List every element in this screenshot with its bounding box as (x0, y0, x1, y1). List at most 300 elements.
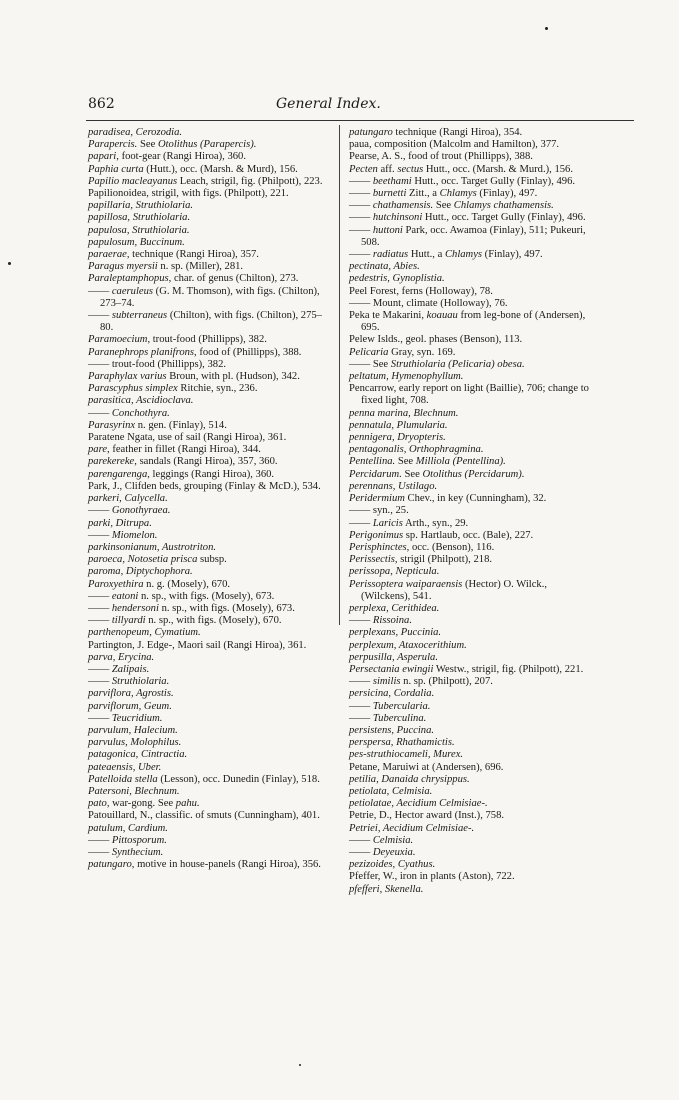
entry-text: Pearse, A. S., food of trout (Phillipps), 388. (349, 151, 533, 163)
italic-term: Milliola (Pentellina). (415, 456, 506, 468)
italic-term: Persectania ewingii (349, 663, 434, 675)
index-entry (349, 298, 594, 310)
italic-term: Otolithus (Percidarum). (422, 468, 525, 480)
index-entry (349, 371, 594, 383)
index-entry (349, 542, 594, 554)
entry-text: n. sp., with figs. (Mosely), 673. (138, 590, 275, 602)
index-entry (88, 725, 333, 737)
italic-term: Pelicaria (349, 346, 389, 358)
entry-text: See (433, 200, 454, 212)
italic-term: parkinsonianum, Austrotriton. (88, 541, 217, 553)
entry-text: n. gen. (Finlay), 514. (135, 419, 227, 431)
index-entry (88, 481, 333, 493)
index-entry (88, 212, 333, 224)
entry-text: —— (349, 188, 373, 200)
index-entry (349, 200, 594, 212)
entry-text: —— (88, 676, 112, 688)
italic-term: Perissoptera waiparaensis (349, 578, 463, 590)
index-entry (88, 505, 333, 517)
index-entry (349, 579, 594, 603)
index-entry (349, 884, 594, 896)
entry-text: technique (Rangi Hiroa), 354. (392, 127, 523, 138)
index-entry (88, 225, 333, 237)
index-entry (349, 603, 594, 615)
entry-text: (Finlay), 497. (482, 249, 543, 261)
italic-term: koauau (426, 310, 458, 322)
italic-term: Paranephrops planifrons (88, 346, 195, 358)
index-entry (349, 127, 594, 139)
entry-text: —— (349, 224, 373, 236)
entry-text: Hutt., occ. Target Gully (Finlay), 496. (422, 212, 586, 224)
index-entry (349, 334, 594, 346)
entry-text: Zitt., a (406, 188, 440, 200)
entry-text: Hutt., occ. (Marsh. & Murd.), 156. (423, 163, 573, 175)
entry-text: , food of (Phillipps), 388. (194, 346, 302, 358)
index-entry (88, 823, 333, 835)
italic-term: subterraneus (111, 310, 168, 322)
index-entry (88, 749, 333, 761)
entry-text: paua, composition (Malcolm and Hamilton), 377. (349, 139, 560, 151)
italic-term: parekereke (88, 456, 135, 468)
italic-term: Paphia curta (88, 163, 144, 175)
index-entry (88, 237, 333, 249)
index-entry (88, 859, 333, 871)
index-entry (349, 762, 594, 774)
index-entry (349, 249, 594, 261)
index-entry (88, 347, 333, 359)
entry-text: sp. Hartlaub, occ. (Bale), 227. (403, 529, 534, 541)
entry-text: See (395, 456, 416, 468)
italic-term: Peridermium (349, 493, 405, 505)
index-entry (349, 688, 594, 700)
index-entry (88, 847, 333, 859)
italic-term: burnetti (372, 188, 407, 200)
column-divider (339, 125, 340, 625)
italic-term: Pentellina. (349, 456, 396, 468)
entry-text: Park, J., Clifden beds, grouping (Finlay & McD.), 534. (88, 480, 321, 492)
italic-term: parengarenga (88, 468, 148, 480)
italic-term: pennigera, Dryopteris. (349, 432, 446, 444)
italic-term: perplexans, Puccinia. (349, 627, 442, 639)
italic-term: pahu. (175, 798, 200, 810)
italic-term: pedestris, Gynoplistia. (349, 273, 445, 285)
italic-term: papillosa, Struthiolaria. (88, 212, 191, 224)
italic-term: petilia, Danaida chrysippus. (349, 773, 470, 785)
italic-term: pennatula, Plumularia. (349, 419, 448, 431)
index-entry (349, 176, 594, 188)
index-entry (88, 798, 333, 810)
index-entry (88, 713, 333, 725)
entry-text: , motive in house-panels (Rangi Hiroa), 356. (131, 859, 321, 871)
index-entry (88, 530, 333, 542)
entry-text: —— (349, 712, 373, 724)
index-entry (349, 139, 594, 151)
index-entry (88, 334, 333, 346)
index-entry (88, 139, 333, 151)
entry-text: —— (349, 834, 373, 846)
italic-term: parthenopeum, Cymatium. (88, 627, 201, 639)
entry-text: —— (349, 212, 373, 224)
italic-term: Deyeuxia. (372, 846, 416, 858)
italic-term: Conchothyra. (111, 407, 170, 419)
entry-text: —— (349, 700, 373, 712)
index-entry (88, 554, 333, 566)
index-entry (88, 615, 333, 627)
index-entry (88, 420, 333, 432)
entry-text: (Hector) O. Wilck., (Wilckens), 541. (361, 578, 548, 602)
speck-mark (545, 27, 548, 30)
entry-text: Broun, with pl. (Hudson), 342. (166, 371, 300, 383)
index-entry (349, 444, 594, 456)
index-entry (349, 408, 594, 420)
entry-text: Hutt., a (408, 249, 445, 261)
entry-text: (Lesson), occ. Dunedin (Finlay), 518. (157, 773, 320, 785)
italic-term: Miomelon. (111, 529, 158, 541)
index-entry (88, 701, 333, 713)
index-entry (349, 505, 594, 517)
italic-term: Perissectis (349, 554, 395, 566)
index-entry (349, 310, 594, 334)
entry-text: , war-gong. See (106, 798, 176, 810)
index-entry (349, 188, 594, 200)
italic-term: pentagonalis, Orthophragmina. (349, 444, 484, 456)
italic-term: Paraphylax varius (88, 371, 167, 383)
entry-text: —— (88, 712, 112, 724)
italic-term: patungaro (349, 127, 393, 138)
entry-text: , trout-food (Phillipps), 382. (147, 334, 267, 346)
entry-text: —— (88, 846, 112, 858)
index-entry (88, 286, 333, 310)
entry-text: —— (349, 846, 373, 858)
italic-term: pare (88, 444, 108, 456)
italic-term: paraerae (88, 249, 127, 261)
italic-term: Pittosporum. (111, 834, 167, 846)
entry-text: , occ. (Benson), 116. (406, 541, 495, 553)
italic-term: patulum, Cardium. (88, 822, 168, 834)
entry-text: —— Mount, climate (Holloway), 76. (349, 297, 508, 309)
entry-text: —— (349, 676, 373, 688)
italic-term: petiolatae, Aecidium Celmisiae-. (349, 798, 488, 810)
index-entry (88, 273, 333, 285)
index-entry (88, 395, 333, 407)
entry-text: Westw., strigil, fig. (Philpott), 221. (433, 663, 584, 675)
italic-term: hendersoni (111, 602, 159, 614)
index-entry (88, 408, 333, 420)
entry-text: —— See (349, 358, 391, 370)
index-entry (88, 164, 333, 176)
italic-term: pfefferi, Skenella. (349, 883, 424, 895)
index-entry (88, 200, 333, 212)
italic-term: Paramoecium (88, 334, 148, 346)
index-entry (349, 493, 594, 505)
italic-term: Paragus myersii (88, 261, 158, 273)
index-entry (88, 762, 333, 774)
italic-term: parvulus, Molophilus. (88, 737, 182, 749)
italic-term: Perigonimus (349, 529, 404, 541)
index-entry (349, 786, 594, 798)
index-entry (88, 810, 333, 822)
index-entry (88, 469, 333, 481)
italic-term: parvulum, Halecium. (88, 724, 178, 736)
index-entry (349, 261, 594, 273)
index-entry (349, 359, 594, 371)
entry-text: Leach, strigil, fig. (Philpott), 223. (177, 175, 323, 187)
entry-text: —— (88, 505, 112, 517)
italic-term: Gonothyraea. (111, 505, 171, 517)
speck-mark (299, 1064, 301, 1066)
italic-term: Rissoina. (372, 615, 412, 627)
entry-text: n. sp. (Philpott), 207. (400, 676, 493, 688)
italic-term: papulosum, Buccinum. (88, 236, 185, 248)
italic-term: Papilio macleayanus (88, 175, 178, 187)
entry-text: (G. M. Thomson), with figs. (Chilton), 273–74. (100, 285, 320, 309)
italic-term: pezizoides, Cyathus. (349, 859, 436, 871)
index-entry (88, 627, 333, 639)
index-entry (88, 432, 333, 444)
italic-term: Tubercularia. (372, 700, 431, 712)
index-entry (349, 273, 594, 285)
italic-term: Struthiolaria (Pelicaria) obesa. (390, 358, 525, 370)
index-entry (349, 518, 594, 530)
entry-text: Patouillard, N., classific. of smuts (Cunningham), 401. (88, 810, 320, 822)
italic-term: papulosa, Struthiolaria. (88, 224, 190, 236)
entry-text: Ritchie, syn., 236. (177, 383, 258, 395)
index-entry (88, 188, 333, 200)
index-entry (88, 151, 333, 163)
italic-term: parasitica, Ascidioclava. (88, 395, 194, 407)
entry-text: —— (349, 175, 373, 187)
italic-term: Petriei, Aecidium Celmisiae-. (349, 822, 475, 834)
entry-text: , leggings (Rangi Hiroa), 360. (147, 468, 275, 480)
italic-term: Teucridium. (111, 712, 163, 724)
entry-text: —— (349, 200, 373, 212)
italic-term: Perisphinctes (349, 541, 407, 553)
index-entry (88, 518, 333, 530)
italic-term: radiatus (372, 249, 409, 261)
italic-term: paroma, Diptychophora. (88, 566, 193, 578)
italic-term: pato (88, 798, 107, 810)
index-entry (88, 310, 333, 334)
italic-term: beethami (372, 175, 412, 187)
entry-text: n. sp. (Miller), 281. (157, 261, 244, 273)
index-entry (88, 603, 333, 615)
italic-term: Patelloida stella (88, 773, 158, 785)
entry-text: —— (349, 517, 373, 529)
entry-text: n. sp., with figs. (Mosely), 670. (145, 615, 282, 627)
italic-term: similis (372, 676, 401, 688)
index-entry (88, 359, 333, 371)
entry-text: , feather in fillet (Rangi Hiroa), 344. (107, 444, 261, 456)
entry-text: See (401, 468, 423, 480)
italic-term: chathamensis. (372, 200, 434, 212)
index-entry (349, 664, 594, 676)
italic-term: peltatum, Hymenophyllum. (349, 371, 464, 383)
entry-text: Pelew Islds., geol. phases (Benson), 113. (349, 334, 523, 346)
index-entry (349, 640, 594, 652)
italic-term: pateaensis, Uber. (88, 761, 162, 773)
entry-text: Park, occ. Awamoa (Finlay), 511; Pukeuri, 508. (361, 224, 586, 248)
italic-term: Struthiolaria. (111, 676, 170, 688)
index-entry (88, 542, 333, 554)
italic-term: parkeri, Calycella. (88, 493, 168, 505)
header-rule (86, 120, 634, 121)
entry-text: Pfeffer, W., iron in plants (Aston), 722. (349, 871, 515, 883)
index-entry (349, 432, 594, 444)
entry-text: , technique (Rangi Hiroa), 357. (126, 249, 259, 261)
italic-term: perplexum, Ataxocerithium. (349, 639, 467, 651)
italic-term: persicina, Cordalia. (349, 688, 435, 700)
entry-text: —— (88, 529, 112, 541)
italic-term: Chlamys (444, 249, 483, 261)
index-entry (88, 249, 333, 261)
entry-text: n. g. (Mosely), 670. (143, 578, 231, 590)
italic-term: parviflorum, Geum. (88, 700, 172, 712)
index-entry (88, 566, 333, 578)
entry-text: —— (88, 407, 112, 419)
entry-text: , char. of genus (Chilton), 273. (168, 273, 299, 285)
index-entry (349, 566, 594, 578)
index-entry (88, 676, 333, 688)
entry-text: —— (88, 615, 112, 627)
index-entry (349, 652, 594, 664)
italic-term: Laricis (372, 517, 403, 529)
index-entry (349, 871, 594, 883)
index-entry (88, 591, 333, 603)
italic-term: parviflora, Agrostis. (88, 688, 174, 700)
italic-term: perissopa, Nepticula. (349, 566, 440, 578)
italic-term: perpusilla, Asperula. (349, 651, 438, 663)
entry-text: , strigil (Philpott), 218. (394, 554, 493, 566)
index-entry (349, 615, 594, 627)
entry-text: (Hutt.), occ. (Marsh. & Murd), 156. (143, 163, 298, 175)
index-entry (88, 127, 333, 139)
italic-term: Tuberculina. (372, 712, 427, 724)
index-entry (349, 835, 594, 847)
italic-term: patungaro (88, 859, 132, 871)
index-entry (349, 627, 594, 639)
index-entry (88, 652, 333, 664)
index-entry (349, 823, 594, 835)
index-column-left (88, 127, 333, 871)
index-entry (349, 420, 594, 432)
index-entry (88, 737, 333, 749)
italic-term: Parascyphus simplex (88, 383, 178, 395)
entry-text: Petane, Maruiwi at (Andersen), 696. (349, 761, 504, 773)
entry-text: —— (88, 310, 112, 322)
entry-text: Paratene Ngata, use of sail (Rangi Hiroa), 361. (88, 432, 287, 444)
italic-term: Chlamys (439, 188, 477, 200)
index-entry (349, 347, 594, 359)
index-entry (349, 737, 594, 749)
italic-term: tillyardi (111, 615, 146, 627)
index-entry (88, 640, 333, 652)
italic-term: perplexa, Cerithidea. (349, 602, 440, 614)
italic-term: hutchinsoni (372, 212, 423, 224)
entry-text: Gray, syn. 169. (388, 346, 456, 358)
italic-term: Zalipais. (111, 663, 150, 675)
speck-mark (8, 262, 11, 265)
italic-term: Synthecium. (111, 846, 164, 858)
italic-term: Chlamys chathamensis. (453, 200, 554, 212)
italic-term: pectinata, Abies. (349, 261, 420, 273)
index-entry (349, 286, 594, 298)
index-entry (88, 493, 333, 505)
page-number: 862 (88, 96, 115, 112)
index-entry (88, 383, 333, 395)
index-entry (349, 225, 594, 249)
italic-term: Patersoni, Blechnum. (88, 785, 180, 797)
index-entry (349, 456, 594, 468)
entry-text: —— (88, 663, 112, 675)
italic-term: Celmisia. (372, 834, 414, 846)
italic-term: pes-struthiocameli, Murex. (349, 749, 464, 761)
index-entry (349, 151, 594, 163)
index-entry (88, 786, 333, 798)
italic-term: parki, Ditrupa. (88, 517, 152, 529)
index-entry (349, 164, 594, 176)
italic-term: persistens, Puccina. (349, 724, 435, 736)
entry-text: Pencarrow, early report on light (Baillie), 706; change to fixed light, 708. (349, 383, 589, 407)
italic-term: paradisea, Cerozodia. (88, 127, 183, 138)
italic-term: sectus (397, 163, 424, 175)
entry-text: (Finlay), 497. (476, 188, 538, 200)
entry-text: subsp. (197, 554, 227, 566)
entry-text: Papilionoidea, strigil, with figs. (Philpott), 221. (88, 188, 289, 200)
italic-term: paroeca, Notosetia prisca (88, 554, 198, 566)
entry-text: Hutt., occ. Target Gully (Finlay), 496. (411, 175, 576, 187)
entry-text: —— (349, 615, 373, 627)
italic-term: petiolata, Celmisia. (349, 785, 433, 797)
entry-text: —— (349, 249, 373, 261)
index-entry (349, 859, 594, 871)
entry-text: aff. (377, 163, 398, 175)
italic-term: Parapercis. (88, 139, 138, 151)
index-entry (349, 847, 594, 859)
italic-term: huttoni (372, 224, 403, 236)
index-column-right (349, 127, 594, 896)
entry-text: Peel Forest, ferns (Holloway), 78. (349, 285, 493, 297)
index-entry (88, 456, 333, 468)
index-entry (349, 481, 594, 493)
entry-text: , sandals (Rangi Hiroa), 357, 360. (134, 456, 278, 468)
entry-text: —— (88, 285, 112, 297)
entry-text: , foot-gear (Rangi Hiroa), 360. (116, 151, 246, 163)
entry-text: —— trout-food (Phillipps), 382. (88, 358, 227, 370)
index-entry (349, 798, 594, 810)
entry-text: —— (88, 602, 112, 614)
index-entry (349, 469, 594, 481)
entry-text: —— (88, 590, 112, 602)
italic-term: papillaria, Struthiolaria. (88, 200, 194, 212)
index-entry (349, 810, 594, 822)
italic-term: caeruleus (111, 285, 154, 297)
italic-term: perspersa, Rhathamictis. (349, 737, 455, 749)
italic-term: Parasyrinx (88, 419, 136, 431)
entry-text: Peka te Makarini, (349, 310, 427, 322)
page-title: General Index. (276, 96, 381, 112)
index-entry (88, 371, 333, 383)
index-entry (88, 579, 333, 591)
index-entry (88, 261, 333, 273)
entry-text: Petrie, D., Hector award (Inst.), 758. (349, 810, 505, 822)
entry-text: from leg-bone of (Andersen), 695. (361, 310, 586, 334)
italic-term: Paraleptamphopus (88, 273, 169, 285)
index-entry (88, 176, 333, 188)
index-entry (349, 554, 594, 566)
index-entry (349, 701, 594, 713)
index-entry (88, 835, 333, 847)
index-entry (88, 688, 333, 700)
